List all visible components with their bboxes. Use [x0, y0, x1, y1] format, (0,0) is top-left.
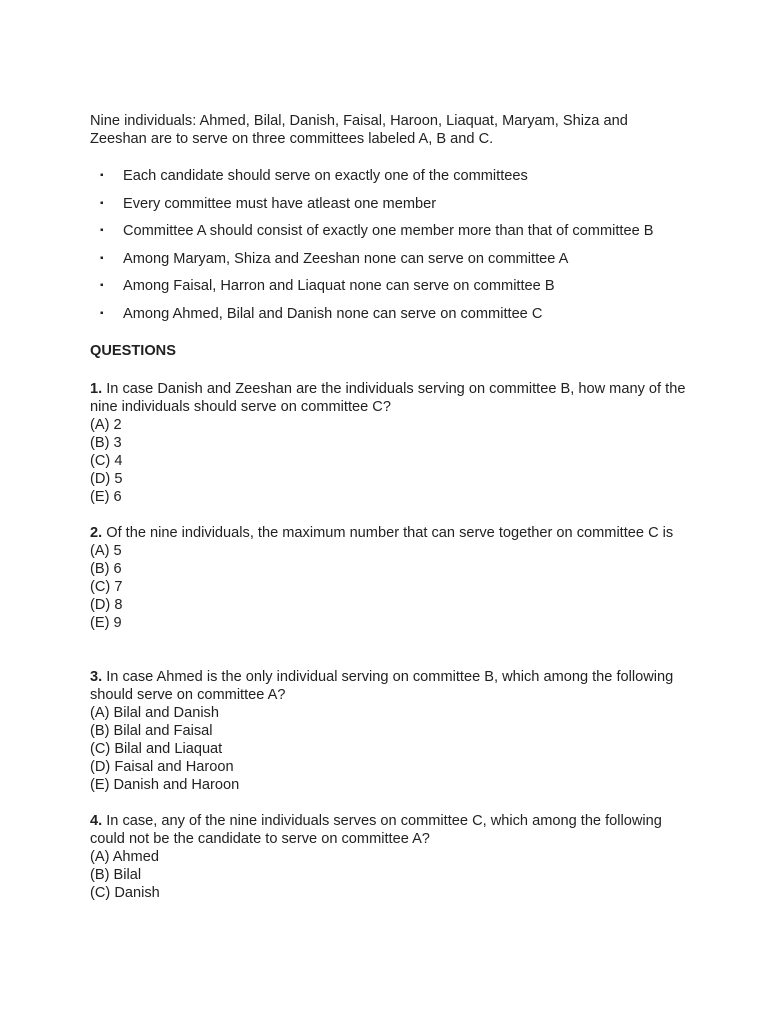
answer-option: (C) 7 — [90, 579, 123, 595]
intro-paragraph: Nine individuals: Ahmed, Bilal, Danish, Faisal, Haroon, Liaquat, Maryam, Shiza and Zeeshan are to serve on three committees labeled A, B and C. — [90, 113, 628, 147]
questions-heading: QUESTIONS — [90, 343, 176, 359]
bullet-icon: ▪ — [100, 252, 104, 264]
question-1 — [90, 380, 690, 506]
question-number: 1. — [90, 381, 103, 397]
question-number: 3. — [90, 669, 103, 685]
rule-item — [90, 195, 710, 223]
answer-option: (C) Bilal and Liaquat — [90, 741, 223, 757]
question-body: In case Danish and Zeeshan are the individuals serving on committee B, how many of the nine individuals should serve on committee C? — [90, 381, 686, 415]
question-text — [90, 668, 690, 704]
question-number: 2. — [90, 525, 103, 541]
answer-option: (A) 2 — [90, 417, 122, 433]
answer-option: (C) 4 — [90, 453, 123, 469]
rule-item — [90, 305, 710, 333]
question-4 — [90, 812, 690, 902]
answer-option: (B) 3 — [90, 435, 122, 451]
answer-option: (A) Ahmed — [90, 849, 159, 865]
answer-option: (B) Bilal and Faisal — [90, 723, 213, 739]
bullet-icon: ▪ — [100, 197, 104, 209]
answer-option: (A) 5 — [90, 543, 122, 559]
rule-text: Each candidate should serve on exactly one of the committees — [123, 168, 528, 184]
rule-item — [90, 222, 710, 250]
answer-option: (B) 6 — [90, 561, 122, 577]
question-text — [90, 380, 690, 416]
rule-text: Among Ahmed, Bilal and Danish none can serve on committee C — [123, 305, 543, 322]
question-text — [90, 524, 690, 542]
question-body: In case Ahmed is the only individual serving on committee B, which among the following should serve on committee A? — [90, 669, 674, 703]
answer-option: (E) 9 — [90, 615, 122, 631]
bullet-icon: ▪ — [100, 170, 104, 181]
question-body: Of the nine individuals, the maximum number that can serve together on committee C is — [102, 525, 674, 541]
answer-option: (C) Danish — [90, 885, 160, 901]
answer-option: (E) Danish and Haroon — [90, 777, 240, 793]
question-body: In case, any of the nine individuals serves on committee C, which among the following could not be the candidate to serve on committee A? — [90, 813, 662, 847]
rule-text: Among Maryam, Shiza and Zeeshan none can serve on committee A — [123, 250, 569, 267]
answer-option: (D) 5 — [90, 471, 123, 487]
rule-text: Committee A should consist of exactly one member more than that of committee B — [123, 223, 654, 239]
rule-item — [90, 250, 710, 278]
answer-option: (B) Bilal — [90, 867, 142, 883]
rule-text: Among Faisal, Harron and Liaquat none can serve on committee B — [123, 278, 555, 294]
rule-text: Every committee must have atleast one member — [123, 195, 437, 212]
bullet-icon: ▪ — [100, 225, 104, 236]
answer-option: (D) 8 — [90, 597, 123, 613]
rule-item — [90, 277, 710, 305]
question-2 — [90, 524, 690, 632]
question-number: 4. — [90, 813, 103, 829]
rules-list — [90, 167, 710, 332]
answer-option: (E) 6 — [90, 489, 122, 505]
rule-item — [90, 167, 710, 195]
answer-option: (A) Bilal and Danish — [90, 705, 219, 721]
answer-option: (D) Faisal and Haroon — [90, 759, 234, 775]
bullet-icon: ▪ — [100, 307, 104, 319]
question-3 — [90, 668, 690, 794]
question-text — [90, 812, 690, 848]
bullet-icon: ▪ — [100, 280, 104, 291]
